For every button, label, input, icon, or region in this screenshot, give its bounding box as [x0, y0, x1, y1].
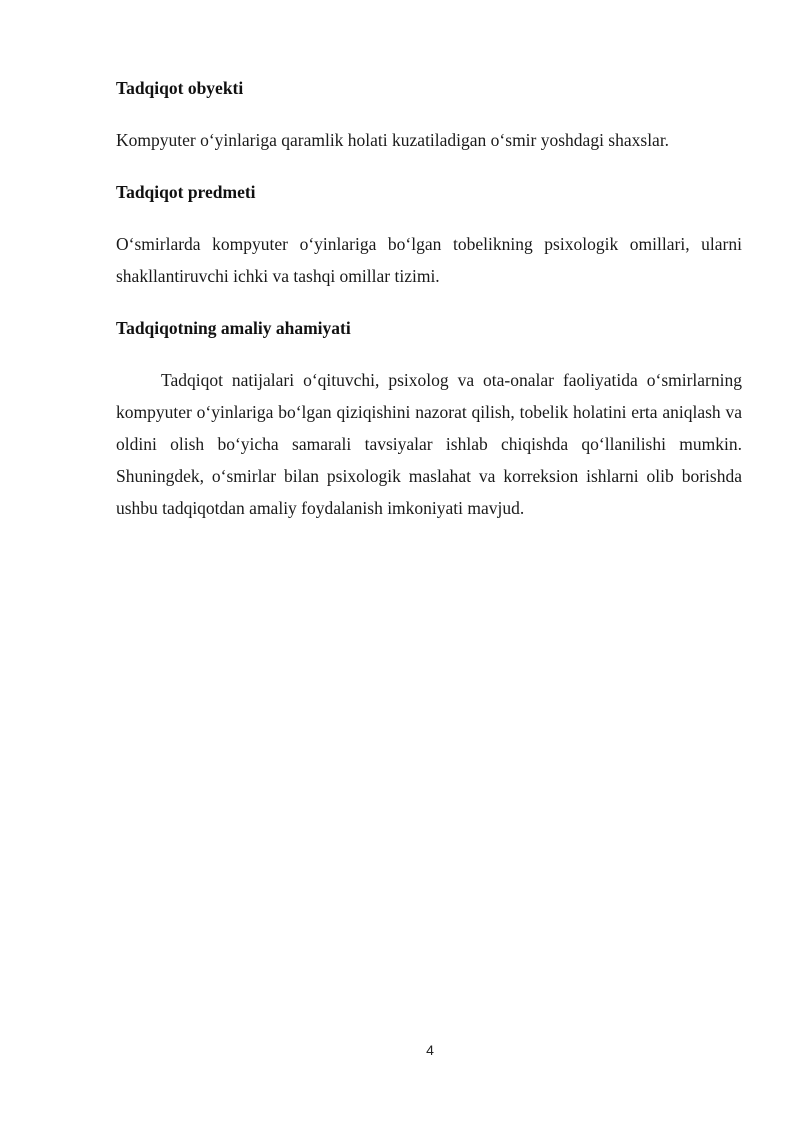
section-heading-research-object: Tadqiqot obyekti	[116, 78, 244, 98]
page-content	[116, 72, 742, 524]
section-text-research-subject: O‘smirlarda kompyuter o‘yinlariga bo‘lgan tobelikning psixologik omillari, ularni shakllantiruvchi ichki va tashqi omillar tizimi.	[116, 234, 742, 286]
page-number: 4	[426, 1042, 434, 1058]
section-text-practical-significance: Tadqiqot natijalari o‘qituvchi, psixolog va ota-onalar faoliyatida o‘smirlarning kompyuter o‘yinlariga bo‘lgan qiziqishini nazorat qilish, tobelik holatini erta aniqlash va oldini olish bo‘yicha samarali tavsiyalar ishlab chiqishda qo‘llanilishi mumkin. Shuningdek, o‘smirlar bilan psixologik maslahat va korreksion ishlarni olib borishda ushbu tadqiqotdan amaliy foydalanish imkoniyati mavjud.	[116, 370, 742, 518]
section-heading-practical-significance: Tadqiqotning amaliy ahamiyati	[116, 318, 351, 338]
section-text-research-object: Kompyuter o‘yinlariga qaramlik holati kuzatiladigan o‘smir yoshdagi shaxslar.	[116, 130, 670, 150]
section-heading-research-subject: Tadqiqot predmeti	[116, 182, 256, 202]
